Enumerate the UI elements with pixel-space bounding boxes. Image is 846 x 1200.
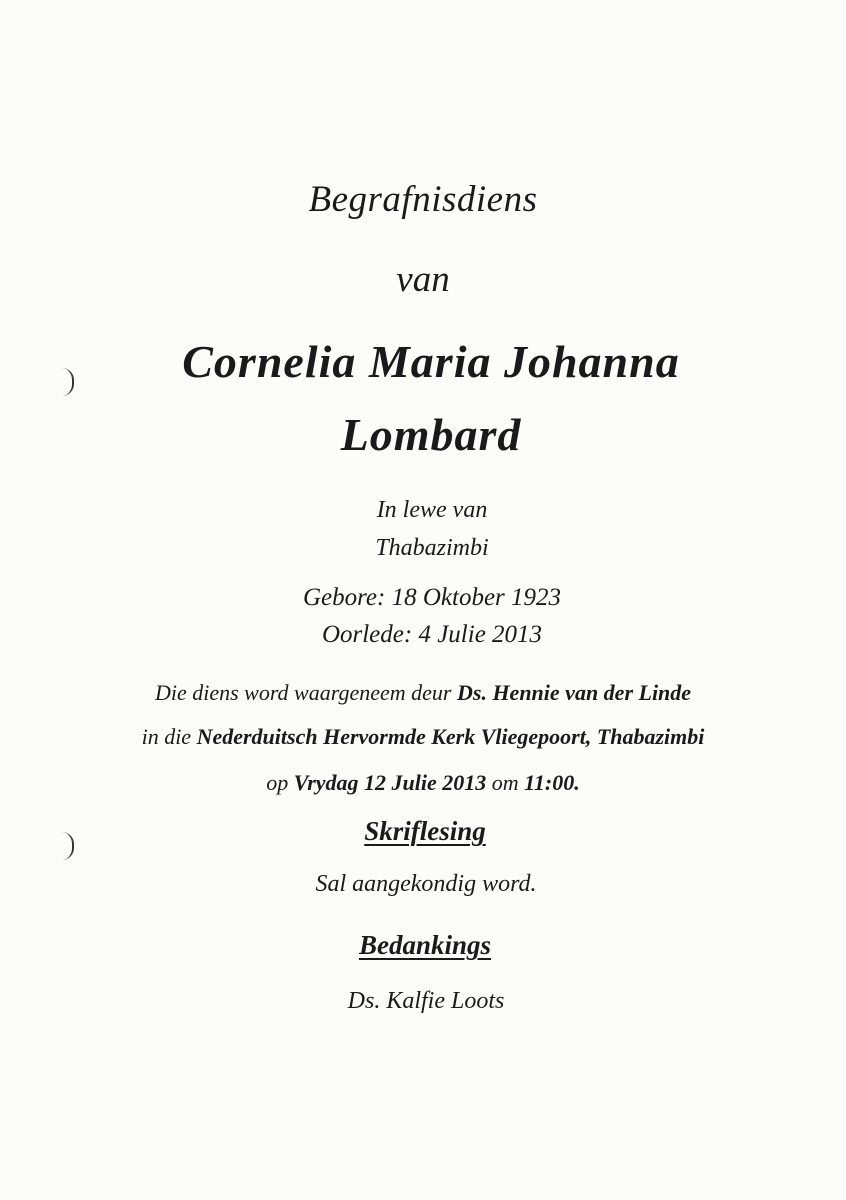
service-location-line [0,724,846,750]
scripture-reading-heading: Skriflesing [364,816,486,846]
document-title: Begrafnisdiens [308,179,538,220]
service-line3-prefix: op [266,770,294,795]
service-line3-mid: om [486,770,525,795]
service-datetime-line [0,770,846,796]
death-date: Oorlede: 4 Julie 2013 [321,621,543,648]
service-line2-prefix: in die [141,724,197,749]
scripture-reading-text: Sal aangekondig word. [315,871,537,897]
service-line1-prefix: Die diens word waargeneem deur [154,680,457,705]
thanks-text: Ds. Kalfie Loots [347,988,505,1014]
service-officiant-line [0,680,846,706]
officiant-name: Ds. Hennie van der Linde [457,680,692,705]
title-van: van [396,259,450,300]
residence-label: In lewe van [376,497,488,523]
residence: Thabazimbi [375,535,489,561]
service-date: Vrydag 12 Julie 2013 [293,770,487,795]
birth-date: Gebore: 18 Oktober 1923 [302,584,562,611]
church-name: Nederduitsch Hervormde Kerk Vliegepoort, Thabazimbi [196,724,705,749]
deceased-first-names: Cornelia Maria Johanna [182,336,680,387]
service-time: 11:00. [524,770,580,795]
thanks-heading: Bedankings [358,930,492,960]
deceased-surname: Lombard [340,409,522,460]
